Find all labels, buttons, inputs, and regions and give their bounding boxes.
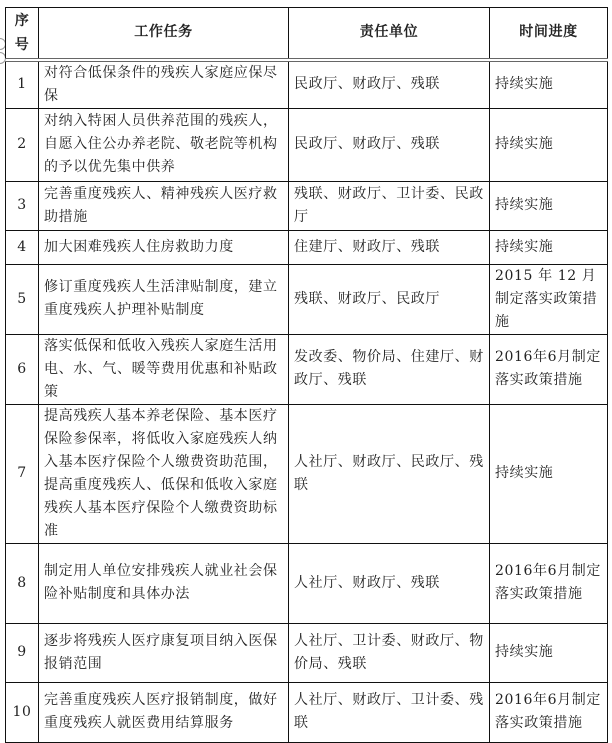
table-header-row xyxy=(6,8,608,60)
progress-cell: 持续实施 xyxy=(490,181,608,230)
table-row xyxy=(6,682,608,742)
task-cell: 加大困难残疾人住房救助力度 xyxy=(39,230,289,264)
unit-cell: 人社厅、财政厅、民政厅、残联 xyxy=(289,404,490,543)
row-number: 8 xyxy=(6,543,39,623)
task-cell: 对符合低保条件的残疾人家庭应保尽保 xyxy=(39,60,289,109)
task-cell: 落实低保和低收入残疾人家庭生活用电、水、气、暖等费用优惠和补贴政策 xyxy=(39,334,289,404)
row-number: 2 xyxy=(6,108,39,181)
table-row xyxy=(6,108,608,181)
progress-cell: 2016年6月制定落实政策措施 xyxy=(490,334,608,404)
unit-cell: 残联、财政厅、卫计委、民政厅 xyxy=(289,181,490,230)
unit-cell: 人社厅、财政厅、残联 xyxy=(289,543,490,623)
progress-cell: 持续实施 xyxy=(490,230,608,264)
unit-cell: 人社厅、财政厅、卫计委、残联 xyxy=(289,682,490,742)
progress-cell: 2016年6月制定落实政策措施 xyxy=(490,543,608,623)
progress-cell: 持续实施 xyxy=(490,404,608,543)
task-cell: 完善重度残疾人医疗报销制度，做好重度残疾人就医费用结算服务 xyxy=(39,682,289,742)
row-number: 3 xyxy=(6,181,39,230)
task-cell: 完善重度残疾人、精神残疾人医疗救助措施 xyxy=(39,181,289,230)
progress-cell: 持续实施 xyxy=(490,108,608,181)
header-task: 工作任务 xyxy=(39,8,289,60)
task-cell: 提高残疾人基本养老保险、基本医疗保险参保率，将低收入家庭残疾人纳入基本医疗保险个人缴费资助范围，提高重度残疾人、低保和低收入家庭残疾人基本医疗保险个人缴费资助标准 xyxy=(39,404,289,543)
table-row xyxy=(6,230,608,264)
row-number: 10 xyxy=(6,682,39,742)
row-number: 5 xyxy=(6,264,39,334)
task-cell: 修订重度残疾人生活津贴制度，建立重度残疾人护理补贴制度 xyxy=(39,264,289,334)
table-row xyxy=(6,543,608,623)
row-number: 7 xyxy=(6,404,39,543)
unit-cell: 人社厅、卫计委、财政厅、物价局、残联 xyxy=(289,623,490,682)
task-cell: 制定用人单位安排残疾人就业社会保险补贴制度和具体办法 xyxy=(39,543,289,623)
unit-cell: 残联、财政厅、民政厅 xyxy=(289,264,490,334)
table-row xyxy=(6,334,608,404)
header-no: 序号 xyxy=(6,8,39,60)
unit-cell: 发改委、物价局、住建厅、财政厅、残联 xyxy=(289,334,490,404)
unit-cell: 住建厅、财政厅、残联 xyxy=(289,230,490,264)
table-row xyxy=(6,264,608,334)
progress-cell: 持续实施 xyxy=(490,623,608,682)
task-cell: 逐步将残疾人医疗康复项目纳入医保报销范围 xyxy=(39,623,289,682)
progress-cell: 持续实施 xyxy=(490,60,608,109)
task-cell: 对纳入特困人员供养范围的残疾人，自愿入住公办养老院、敬老院等机构的予以优先集中供养 xyxy=(39,108,289,181)
row-number: 6 xyxy=(6,334,39,404)
table-row xyxy=(6,181,608,230)
row-number: 4 xyxy=(6,230,39,264)
row-number: 1 xyxy=(6,60,39,109)
unit-cell: 民政厅、财政厅、残联 xyxy=(289,60,490,109)
table-row xyxy=(6,404,608,543)
row-number: 9 xyxy=(6,623,39,682)
header-unit: 责任单位 xyxy=(289,8,490,60)
unit-cell: 民政厅、财政厅、残联 xyxy=(289,108,490,181)
table-row xyxy=(6,623,608,682)
progress-cell: 2015 年 12 月 制定落实政策措施 xyxy=(490,264,608,334)
progress-cell: 2016年6月制定落实政策措施 xyxy=(490,682,608,742)
header-progress: 时间进度 xyxy=(490,8,608,60)
task-table xyxy=(5,7,608,743)
table-row xyxy=(6,60,608,109)
